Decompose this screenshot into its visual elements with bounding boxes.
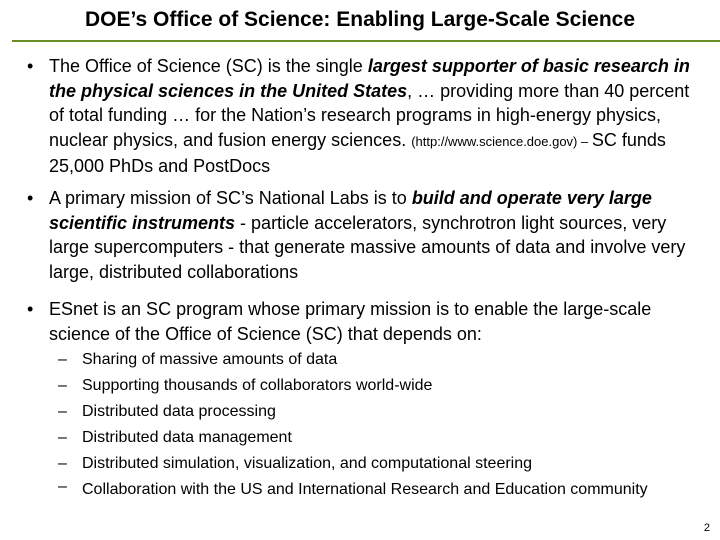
- source-url: (http://www.science.doe.gov): [411, 133, 578, 149]
- bullet-text-part: SC funds 25,000 PhDs and PostDocs: [49, 129, 666, 176]
- bullet-office-of-science: [27, 54, 697, 179]
- list-item-text: Distributed data management: [82, 429, 292, 446]
- list-item-text: Supporting thousands of collaborators world-wide: [82, 377, 433, 394]
- list-item: [58, 425, 678, 451]
- list-dash: –: [58, 377, 67, 394]
- bullet-emphasis: build and operate very large scientific instruments: [49, 188, 652, 233]
- bullet-text-part: A primary mission of SC’s National Labs is to: [49, 188, 412, 208]
- bullet-text: [49, 54, 697, 179]
- list-item: [58, 347, 678, 373]
- list-dash: –: [58, 351, 67, 368]
- list-item: [58, 477, 678, 500]
- list-item: [58, 451, 678, 477]
- bullet-dot: •: [27, 56, 34, 76]
- separator-dash: –: [577, 133, 592, 149]
- list-item-text: Distributed data processing: [82, 403, 276, 420]
- bullet-national-labs: [27, 186, 697, 284]
- dependency-list: [58, 347, 678, 500]
- list-item-text: Collaboration with the US and International Research and Education community: [82, 481, 648, 498]
- list-dash: –: [58, 455, 67, 472]
- list-dash: –: [58, 429, 67, 446]
- list-item: [58, 373, 678, 399]
- bullet-text: [49, 186, 697, 284]
- bullet-text: ESnet is an SC program whose primary mission is to enable the large-scale science of the Office of Science (SC) that depends on:: [49, 299, 652, 344]
- bullet-text-part: - particle accelerators, synchrotron light sources, very large supercomputers - that generate massive amounts of data and involve very large, distributed collaborations: [49, 212, 686, 282]
- bullet-dot: •: [27, 188, 34, 208]
- bullet-esnet: [27, 297, 697, 346]
- list-dash: –: [58, 478, 67, 495]
- bullet-text-part: , … providing more than 40 percent of total funding … for the Nation’s research programs in high-energy physics, nuclear physics, and fusion energy sciences.: [49, 80, 690, 150]
- list-item: [58, 399, 678, 425]
- bullet-text-part: The Office of Science (SC) is the single: [49, 56, 368, 76]
- slide-title: DOE’s Office of Science: Enabling Large-Scale Science: [84, 8, 636, 31]
- list-dash: –: [58, 403, 67, 420]
- list-item-text: Distributed simulation, visualization, and computational steering: [82, 455, 533, 472]
- bullet-dot: •: [27, 299, 34, 319]
- page-number: 2: [703, 522, 710, 534]
- list-item-text: Sharing of massive amounts of data: [82, 351, 338, 368]
- bullet-emphasis: largest supporter of basic research in the physical sciences in the United States: [49, 56, 690, 101]
